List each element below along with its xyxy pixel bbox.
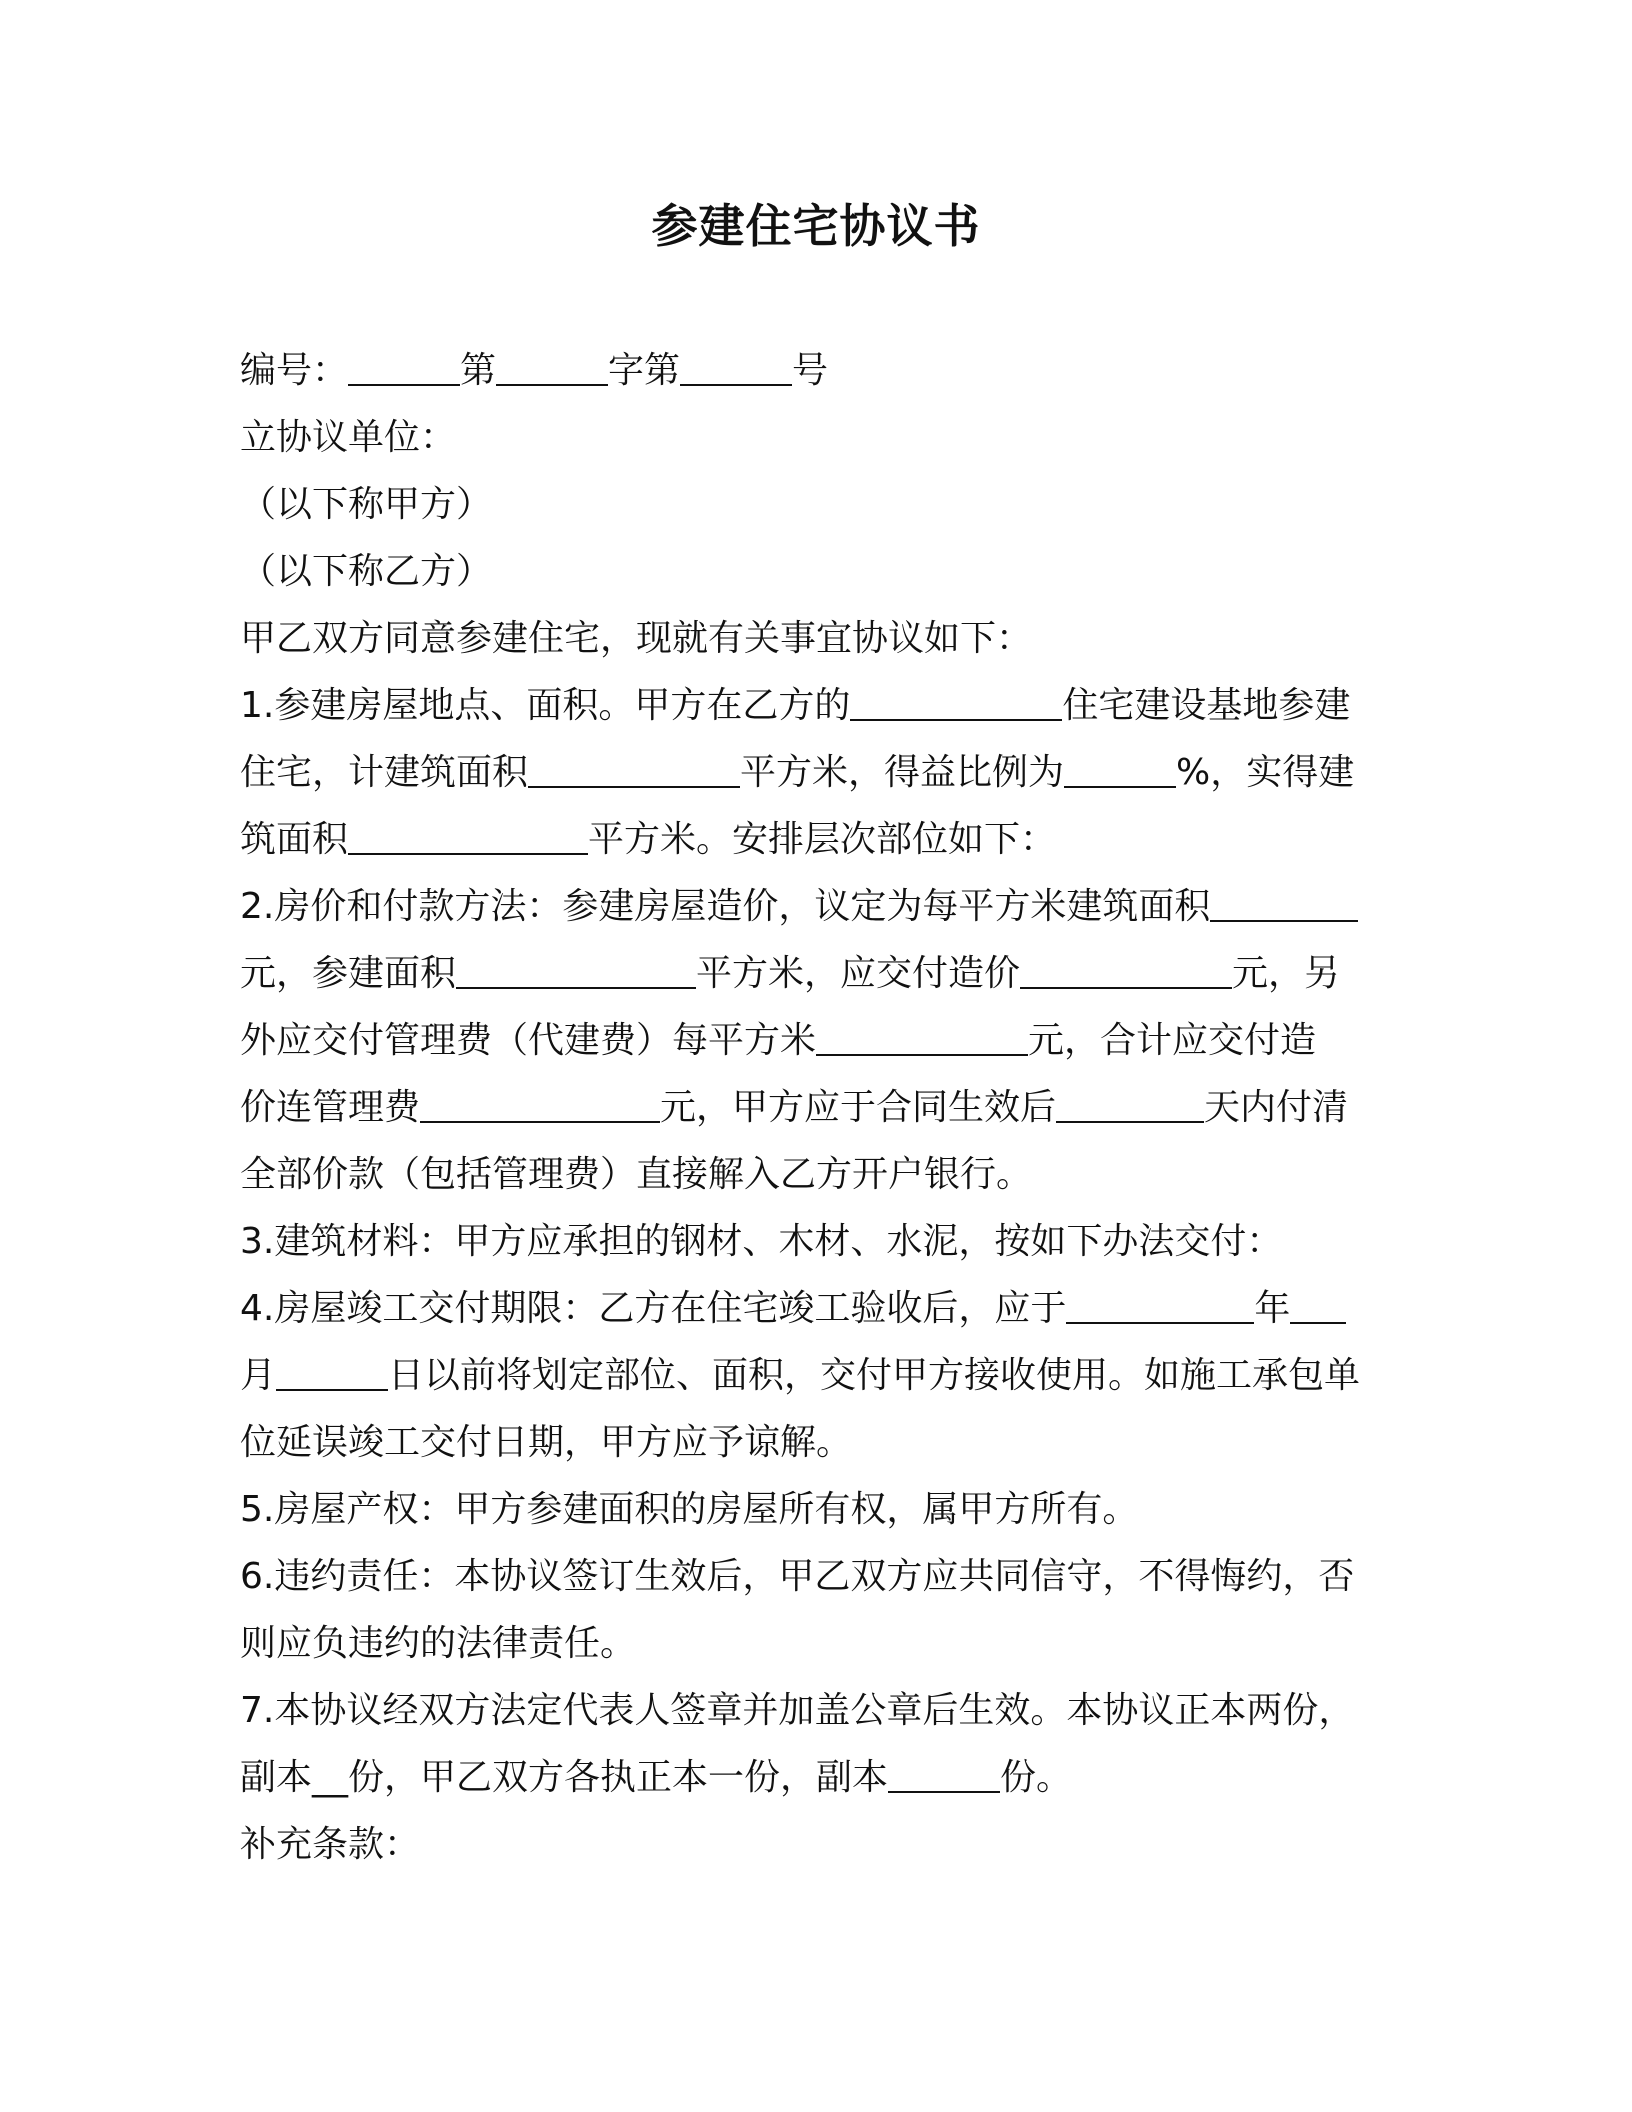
blank-field[interactable] (888, 1749, 1000, 1793)
blank-field[interactable] (1066, 1280, 1254, 1324)
line-clause-4a: 4.房屋竣工交付期限：乙方在住宅竣工验收后，应于 年 (240, 1275, 1388, 1342)
line-clause-2a: 2.房价和付款方法：参建房屋造价，议定为每平方米建筑面积 (240, 873, 1388, 940)
line-clause-1c: 筑面积 平方米。安排层次部位如下： (240, 806, 1388, 873)
line-clause-2b: 元，参建面积 平方米，应交付造价 元，另 (240, 940, 1388, 1007)
line-parties: 立协议单位： (240, 417, 457, 458)
line-clause-4b: 月 日以前将划定部位、面积，交付甲方接收使用。如施工承包单 (240, 1342, 1388, 1409)
blank-field[interactable] (1210, 878, 1358, 922)
line-clause-3: 3.建筑材料：甲方应承担的钢材、木材、水泥，按如下办法交付： (240, 1221, 1283, 1262)
document-title: 参建住宅协议书 (651, 199, 981, 253)
line-clause-1b: 住宅，计建筑面积 平方米，得益比例为 %，实得建 (240, 739, 1388, 806)
line-clause-1a: 1.参建房屋地点、面积。甲方在乙方的 住宅建设基地参建 (240, 672, 1388, 739)
document-body (240, 337, 1388, 1878)
blank-field[interactable] (1064, 744, 1176, 788)
line-supplementary: 补充条款： (240, 1824, 421, 1865)
blank-field[interactable] (680, 342, 792, 386)
line-intro: 甲乙双方同意参建住宅，现就有关事宜协议如下： (240, 618, 1033, 659)
blank-field[interactable] (1020, 945, 1232, 989)
blank-field[interactable] (420, 1079, 660, 1123)
line-clause-2d: 价连管理费 元，甲方应于合同生效后 天内付清 (240, 1074, 1388, 1141)
line-clause-7a: 7.本协议经双方法定代表人签章并加盖公章后生效。本协议正本两份， (240, 1690, 1355, 1731)
line-clause-2e: 全部价款（包括管理费）直接解入乙方开户银行。 (240, 1154, 1033, 1195)
line-serial-number: 编号： 第 字第 号 (240, 337, 1388, 404)
line-clause-5: 5.房屋产权：甲方参建面积的房屋所有权，属甲方所有。 (240, 1489, 1139, 1530)
line-clause-4c: 位延误竣工交付日期，甲方应予谅解。 (240, 1422, 853, 1463)
blank-field[interactable] (276, 1347, 388, 1391)
blank-field[interactable] (456, 945, 696, 989)
blank-field[interactable] (496, 342, 608, 386)
blank-field[interactable] (816, 1012, 1028, 1056)
line-party-a: （以下称甲方） (240, 484, 493, 525)
line-party-b: （以下称乙方） (240, 551, 493, 592)
blank-field[interactable] (528, 744, 740, 788)
blank-field[interactable] (850, 677, 1062, 721)
line-clause-6a: 6.违约责任：本协议签订生效后，甲乙双方应共同信守，不得悔约，否 (240, 1556, 1355, 1597)
blank-field[interactable] (348, 811, 588, 855)
blank-field[interactable] (1056, 1079, 1204, 1123)
blank-field[interactable] (1290, 1280, 1346, 1324)
line-clause-7b: 副本__份，甲乙双方各执正本一份，副本 份。 (240, 1744, 1388, 1811)
blank-field[interactable] (348, 342, 460, 386)
line-clause-2c: 外应交付管理费（代建费）每平方米 元，合计应交付造 (240, 1007, 1388, 1074)
line-clause-6b: 则应负违约的法律责任。 (240, 1623, 637, 1664)
